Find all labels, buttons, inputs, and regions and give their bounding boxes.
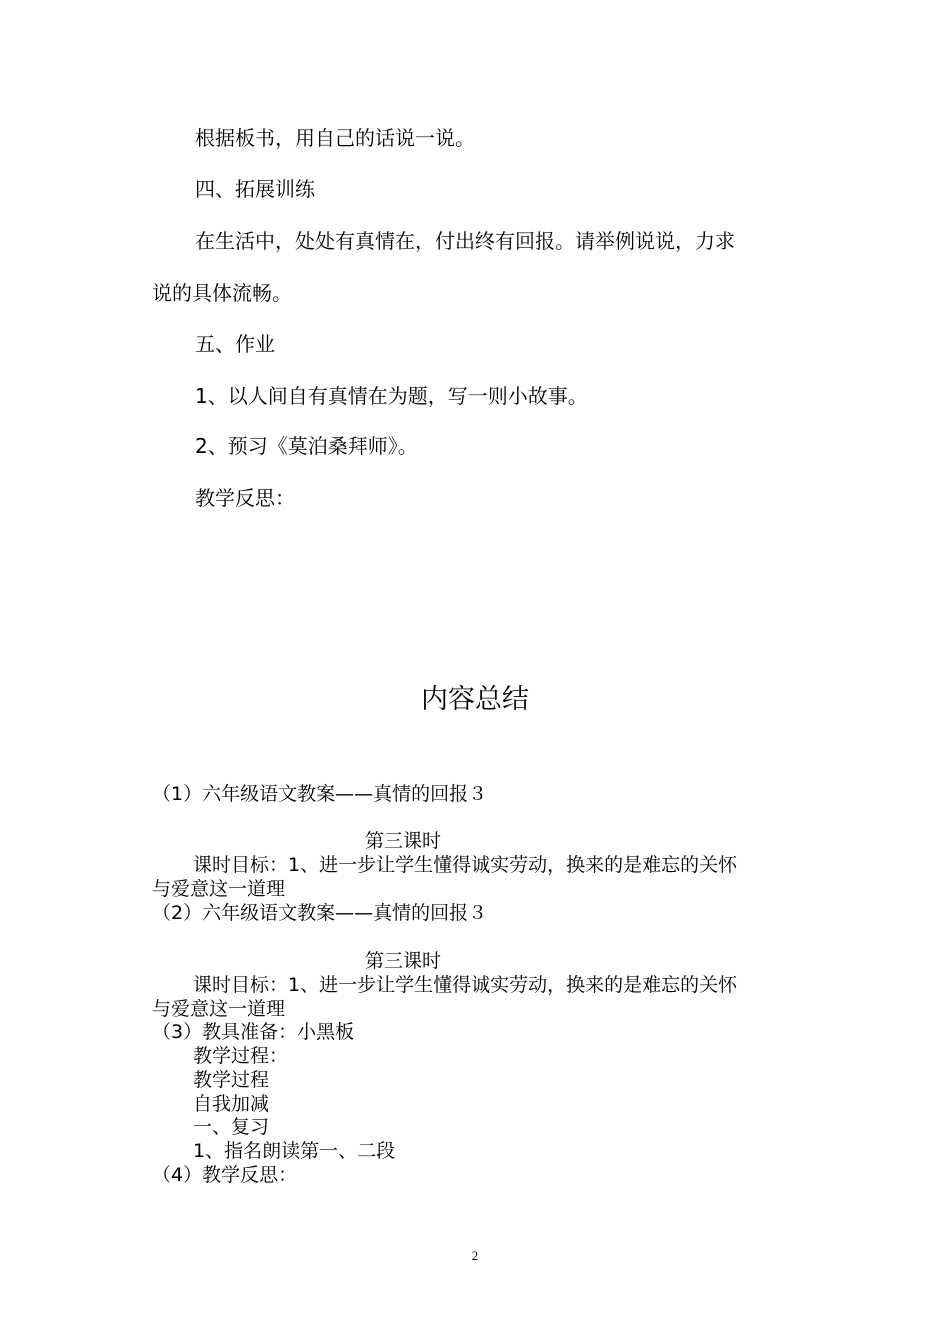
paragraph-extension-line1: 在生活中，处处有真情在，付出终有回报。请举例说说，力求 <box>195 229 735 253</box>
summary-line: 教学过程： <box>193 1045 289 1067</box>
teaching-reflection-label: 教学反思： <box>195 486 295 510</box>
summary-line: 与爱意这一道理 <box>152 878 286 900</box>
heading-section-four: 四、拓展训练 <box>195 177 315 201</box>
summary-line: 与爱意这一道理 <box>152 998 286 1020</box>
summary-line: （2）六年级语文教案——真情的回报３ <box>152 902 488 924</box>
summary-line: 教学过程 <box>193 1069 270 1091</box>
summary-line: 1、指名朗读第一、二段 <box>193 1140 396 1162</box>
paragraph-board-summary: 根据板书，用自己的话说一说。 <box>195 126 475 150</box>
summary-line: 自我加减 <box>193 1093 270 1115</box>
homework-item-2: 2、预习《莫泊桑拜师》。 <box>195 434 418 458</box>
homework-item-1: 1、以人间自有真情在为题，写一则小故事。 <box>195 384 588 408</box>
summary-line: 一、复习 <box>193 1116 270 1138</box>
paragraph-extension-line2: 说的具体流畅。 <box>152 281 292 305</box>
page-number: 2 <box>471 1248 479 1263</box>
heading-section-five: 五、作业 <box>195 332 275 356</box>
summary-line: （1）六年级语文教案——真情的回报３ <box>152 783 488 805</box>
summary-line: 第三课时 <box>365 830 442 852</box>
summary-line: 第三课时 <box>365 950 442 972</box>
summary-line: 课时目标：1、进一步让学生懂得诚实劳动，换来的是难忘的关怀 <box>193 854 738 876</box>
summary-line: 课时目标：1、进一步让学生懂得诚实劳动，换来的是难忘的关怀 <box>193 974 738 996</box>
summary-line: （4）教学反思： <box>152 1164 298 1186</box>
summary-line: （3）教具准备：小黑板 <box>152 1021 355 1043</box>
summary-title: 内容总结 <box>421 684 529 715</box>
